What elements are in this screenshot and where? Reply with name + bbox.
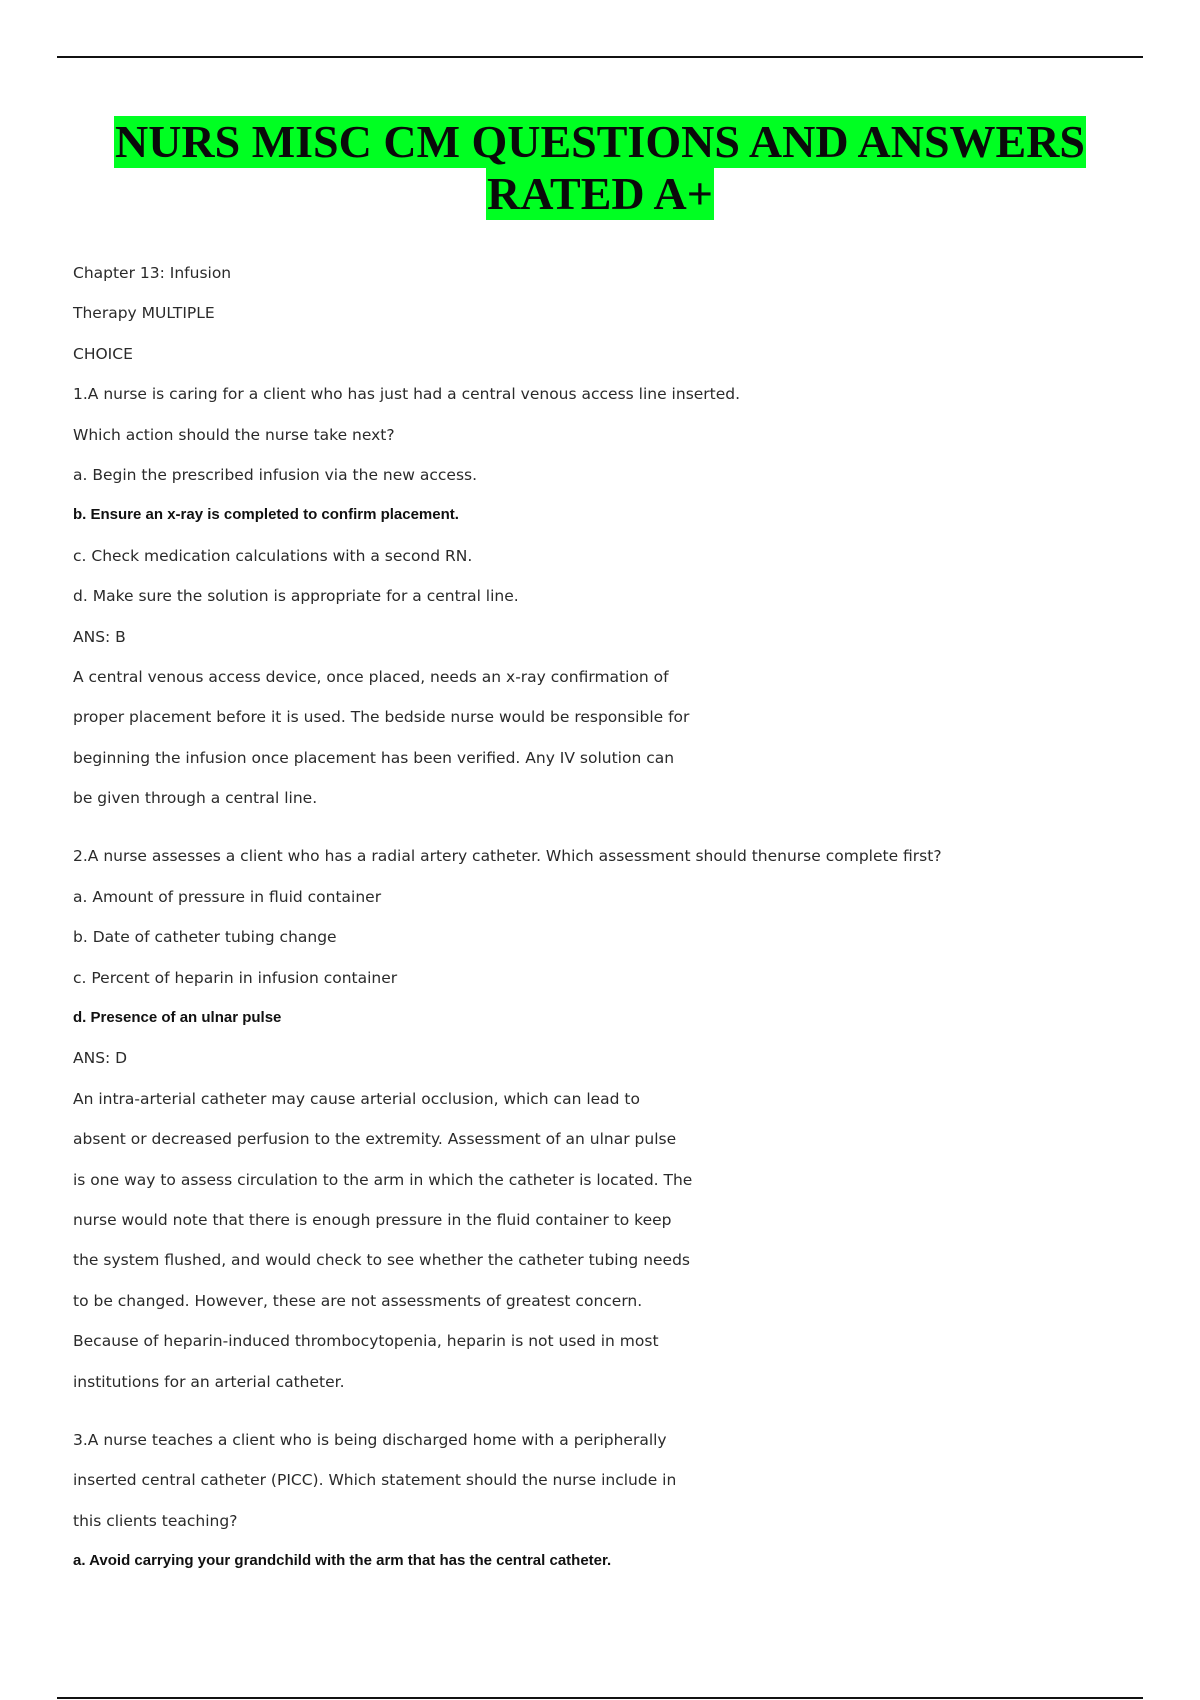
question-2-rationale-line: is one way to assess circulation to the arm in which the catheter is located. The — [73, 1170, 693, 1189]
document-body — [73, 258, 1133, 1587]
bottom-rule — [57, 1697, 1143, 1699]
question-1-option-c: c. Check medication calculations with a second RN. — [73, 546, 473, 565]
question-3-stem-cont: this clients teaching? — [73, 1511, 238, 1530]
question-2-rationale-line: nurse would note that there is enough pressure in the fluid container to keep — [73, 1210, 672, 1229]
question-1-stem-cont: Which action should the nurse take next? — [73, 425, 395, 444]
question-1-rationale-line: A central venous access device, once placed, needs an x-ray confirmation of — [73, 667, 669, 686]
question-2-option-d-correct: d. Presence of an ulnar pulse — [73, 1009, 282, 1027]
question-2-rationale-line: Because of heparin-induced thrombocytopenia, heparin is not used in most — [73, 1332, 659, 1351]
question-1-rationale-line: proper placement before it is used. The bedside nurse would be responsible for — [73, 708, 690, 727]
question-2-stem: 2.A nurse assesses a client who has a radial artery catheter. Which assessment should thenurse complete first? — [73, 847, 942, 866]
question-1-answer: ANS: B — [73, 627, 126, 646]
top-rule — [57, 56, 1143, 58]
question-2-rationale-line: to be changed. However, these are not assessments of greatest concern. — [73, 1291, 643, 1310]
question-2-rationale-line: absent or decreased perfusion to the extremity. Assessment of an ulnar pulse — [73, 1130, 677, 1149]
question-3-stem-cont: inserted central catheter (PICC). Which statement should the nurse include in — [73, 1471, 677, 1490]
question-3-option-a-correct: a. Avoid carrying your grandchild with the arm that has the central catheter. — [73, 1552, 612, 1570]
question-1-rationale-line: beginning the infusion once placement has been verified. Any IV solution can — [73, 748, 675, 767]
spacer — [73, 823, 1133, 841]
question-1-option-a: a. Begin the prescribed infusion via the new access. — [73, 465, 478, 484]
title-line-2: RATED A+ — [486, 168, 713, 219]
question-1-option-b-correct: b. Ensure an x-ray is completed to confirm placement. — [73, 506, 459, 524]
question-1-option-d: d. Make sure the solution is appropriate for a central line. — [73, 587, 519, 606]
question-1-stem: 1.A nurse is caring for a client who has just had a central venous access line inserted. — [73, 385, 741, 404]
question-2-rationale-line: the system flushed, and would check to see whether the catheter tubing needs — [73, 1251, 691, 1270]
document-title — [0, 116, 1200, 220]
question-3-stem: 3.A nurse teaches a client who is being discharged home with a peripherally — [73, 1430, 667, 1449]
question-2-rationale-line: An intra-arterial catheter may cause arterial occlusion, which can lead to — [73, 1089, 640, 1108]
question-2-answer: ANS: D — [73, 1049, 128, 1068]
section-label: CHOICE — [73, 344, 133, 363]
question-2-rationale-line: institutions for an arterial catheter. — [73, 1372, 345, 1391]
title-line-1: NURS MISC CM QUESTIONS AND ANSWERS — [114, 116, 1086, 167]
question-2-option-c: c. Percent of heparin in infusion container — [73, 968, 398, 987]
question-2-option-a: a. Amount of pressure in fluid container — [73, 887, 382, 906]
spacer — [73, 1407, 1133, 1425]
question-1-rationale-line: be given through a central line. — [73, 789, 318, 808]
question-2-option-b: b. Date of catheter tubing change — [73, 928, 337, 947]
chapter-heading: Chapter 13: Infusion — [73, 264, 232, 282]
chapter-subheading: Therapy MULTIPLE — [73, 304, 215, 323]
